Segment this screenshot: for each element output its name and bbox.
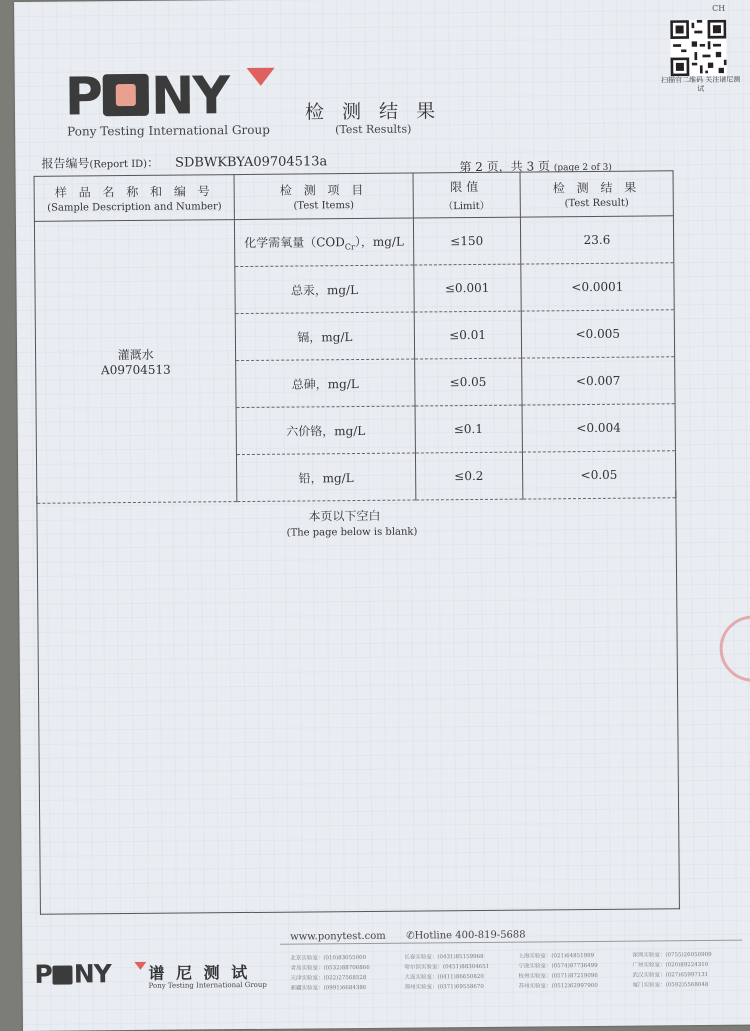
- table-header-row: [34, 171, 673, 222]
- test-item: 总砷，mg/L: [236, 359, 415, 408]
- lab-entry: 天津实验室：(022)27568528: [290, 974, 367, 982]
- report-id-value: SDBWKBYA09704513a: [175, 154, 328, 171]
- footer-website: www.ponytest.com: [290, 930, 386, 943]
- sample-cell: [34, 220, 237, 504]
- results-table: [34, 170, 677, 504]
- footer-logo-triangle-icon: [134, 962, 146, 970]
- lab-entry: 哈尔滨实验室：(0451)88304651: [404, 963, 490, 971]
- sample-name: 灌溉水: [117, 347, 154, 363]
- blank-area: [36, 490, 680, 915]
- report-id: 报告编号(Report ID)： SDBWKBYA09704513a: [41, 154, 328, 171]
- page-title-en: (Test Results): [335, 122, 412, 137]
- corner-mark: CH: [712, 3, 726, 13]
- footer-pony-logo: P NY: [34, 959, 111, 989]
- phone-icon: ✆: [406, 930, 415, 942]
- header-sample: 样 品 名 称 和 编 号 (Sample Description and Number): [34, 175, 235, 222]
- test-item: 铅，mg/L: [237, 453, 416, 502]
- logo-o-icon: [103, 74, 149, 116]
- test-item: 总汞，mg/L: [235, 265, 414, 314]
- header-items: 检 测 项 目 (Test Items): [234, 173, 413, 220]
- qr-code-icon: [670, 20, 726, 76]
- limit-value: ≤0.001: [413, 264, 521, 312]
- limit-value: ≤0.01: [414, 311, 522, 359]
- logo-subtitle: Pony Testing International Group: [67, 122, 270, 139]
- lab-entry: 青岛实验室：(0532)88706866: [290, 964, 370, 972]
- lab-entry: 大连实验室：(0411)86650820: [404, 973, 484, 981]
- lab-entry: 武汉实验室：(027)65997131: [632, 971, 709, 979]
- limit-value: ≤150: [413, 217, 521, 265]
- seal-stamp: [719, 615, 750, 682]
- limit-value: ≤0.1: [415, 405, 523, 453]
- result-value: <0.007: [521, 357, 675, 405]
- footer-lab-list: [290, 950, 742, 992]
- pony-logo: P NY: [64, 66, 229, 128]
- result-value: <0.0001: [521, 263, 675, 311]
- result-value: <0.005: [521, 310, 675, 358]
- qr-caption: 扫描官二维码 关注谱尼测试: [661, 75, 741, 94]
- result-value: 23.6: [520, 216, 674, 264]
- lab-entry: 苏州实验室：(0512)62997900: [518, 982, 598, 990]
- logo-triangle-icon: [247, 68, 275, 86]
- page-number: 第 2 页，共 3 页 (page 2 of 3): [459, 159, 612, 175]
- lab-entry: 广州实验室：(020)89224310: [632, 961, 709, 969]
- lab-entry: 深圳实验室：(0755)26050909: [632, 951, 712, 959]
- footer-brand-cn: 谱 尼 测 试: [148, 962, 251, 983]
- result-value: <0.05: [522, 451, 676, 499]
- result-value: <0.004: [522, 404, 676, 452]
- lab-entry: 新疆实验室：(0991)6684386: [290, 984, 367, 992]
- footer-brand-en: Pony Testing International Group: [148, 980, 267, 990]
- sample-number: A09704513: [100, 362, 171, 378]
- footer-hotline: ✆Hotline 400-819-5688: [406, 929, 526, 942]
- header-limit: 限值 （Limit）: [413, 172, 521, 218]
- test-item: 化学需氧量$(COD_{Cr})$，mg/L: [235, 218, 414, 267]
- blank-note-cn: 本页以下空白: [308, 508, 381, 524]
- limit-value: ≤0.05: [414, 358, 522, 406]
- blank-note-en: (The page below is blank): [286, 526, 418, 539]
- header-result: 检 测 结 果 (Test Result): [520, 171, 674, 217]
- report-page: [14, 0, 750, 1031]
- table-row: [34, 216, 673, 269]
- lab-entry: 厦门实验室：(0592)5568048: [632, 981, 709, 989]
- limit-value: ≤0.2: [415, 452, 523, 500]
- test-item: 六价铬，mg/L: [236, 406, 415, 455]
- lab-entry: 上海实验室：(021)64851999: [518, 952, 595, 960]
- lab-entry: 郑州实验室：(0371)69558670: [404, 983, 484, 991]
- test-item: 镉，mg/L: [236, 312, 415, 361]
- lab-entry: 北京实验室：(010)83055000: [290, 954, 367, 962]
- lab-entry: 长春实验室：(0431)85159968: [404, 953, 484, 961]
- lab-entry: 杭州实验室：(0571)87219096: [518, 972, 598, 980]
- lab-entry: 宁波实验室：(0574)87736499: [518, 962, 598, 970]
- page-title-cn: 检 测 结 果: [304, 100, 442, 124]
